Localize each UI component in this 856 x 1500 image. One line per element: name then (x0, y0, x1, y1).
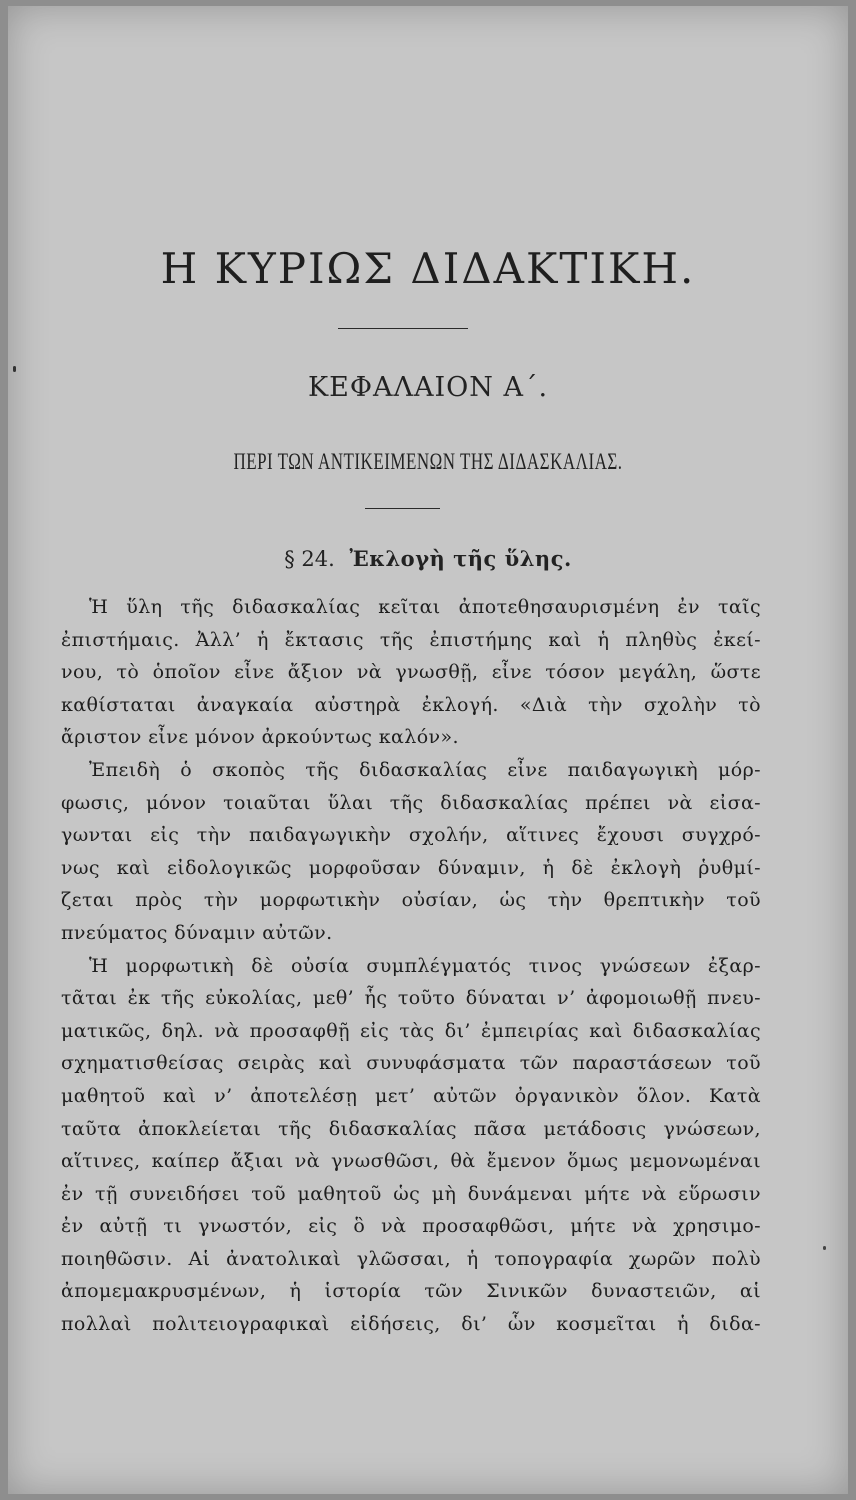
section-number: § 24. (284, 547, 335, 571)
text-line: ποιηθῶσιν. Αἱ ἀνατολικαὶ γλῶσσαι, ἡ τοπογραφία χωρῶν πολὺ (61, 1247, 761, 1270)
section-heading (8, 546, 848, 571)
chapter-subtitle: ΠΕΡΙ ΤΩΝ ΑΝΤΙΚΕΙΜΕΝΩΝ ΤΗΣ ΔΙΔΑΣΚΑΛΙΑΣ. (233, 448, 623, 475)
text-line: ἐπιστήμαις. Ἀλλ’ ἡ ἔκτασις τῆς ἐπιστήμης καὶ ἡ πληθὺς ἐκεί- (61, 628, 761, 651)
text-line: ἄριστον εἶνε μόνον ἀρκούντως καλόν». (61, 726, 459, 749)
text-line: τᾶται ἐκ τῆς εὐκολίας, μεθ’ ἧς τοῦτο δύναται ν’ ἀφομοιωθῇ πνευ- (61, 987, 761, 1010)
page-title: Η ΚΥΡΙΩΣ ΔΙΔΑΚΤΙΚΗ. (160, 244, 696, 293)
text-line: Ἡ μορφωτικὴ δὲ οὐσία συμπλέγματός τινος γνώσεων ἐξαρ- (89, 954, 761, 977)
text-line: ἀπομεμακρυσμένων, ἡ ἱστορία τῶν Σινικῶν δυναστειῶν, αἱ (61, 1280, 761, 1303)
text-line: σχηματισθείσας σειρὰς καὶ συνυφάσματα τῶν παραστάσεων τοῦ (61, 1052, 761, 1075)
text-line: ζεται πρὸς τὴν μορφωτικὴν οὐσίαν, ὡς τὴν θρεπτικὴν τοῦ (61, 889, 761, 912)
text-line: ἐν αὐτῇ τι γνωστόν, εἰς ὃ νὰ προσαφθῶσι, μήτε νὰ χρησιμο- (61, 1215, 761, 1238)
book-page (8, 6, 848, 1494)
text-line: φωσις, μόνον τοιαῦται ὕλαι τῆς διδασκαλίας πρέπει νὰ εἰσα- (61, 791, 761, 814)
text-line: αἵτινες, καίπερ ἄξιαι νὰ γνωσθῶσι, θὰ ἔμενον ὅμως μεμονωμέναι (61, 1150, 761, 1173)
text-line: ἐν τῇ συνειδήσει τοῦ μαθητοῦ ὡς μὴ δυνάμεναι μήτε νὰ εὕρωσιν (61, 1182, 761, 1205)
text-line: νου, τὸ ὁποῖον εἶνε ἄξιον νὰ γνωσθῇ, εἶνε τόσον μεγάλη, ὥστε (61, 661, 761, 684)
text-line: ταῦτα ἀποκλείεται τῆς διδασκαλίας πᾶσα μετάδοσις γνώσεων, (61, 1117, 761, 1140)
body-text (61, 591, 761, 1341)
divider-rule (338, 328, 468, 329)
divider-rule (365, 508, 440, 509)
text-line: Ἐπειδὴ ὁ σκοπὸς τῆς διδασκαλίας εἶνε παιδαγωγικὴ μόρ- (89, 758, 761, 781)
section-name: Ἐκλογὴ τῆς ὕλης. (349, 546, 572, 571)
text-line: μαθητοῦ καὶ ν’ ἀποτελέσῃ μετ’ αὐτῶν ὀργανικὸν ὅλον. Κατὰ (61, 1084, 761, 1107)
ink-spot (823, 1246, 826, 1250)
chapter-heading: ΚΕΦΑΛΑΙΟΝ Α΄. (307, 372, 549, 403)
text-line: ματικῶς, δηλ. νὰ προσαφθῇ εἰς τὰς δι’ ἐμπειρίας καὶ διδασκαλίας (61, 1019, 761, 1042)
text-line: γωνται εἰς τὴν παιδαγωγικὴν σχολήν, αἵτινες ἔχουσι συγχρό- (61, 824, 761, 847)
text-line: πολλαὶ πολιτειογραφικαὶ εἰδήσεις, δι’ ὧν κοσμεῖται ἡ διδα- (61, 1313, 761, 1336)
text-line: νως καὶ εἰδολογικῶς μορφοῦσαν δύναμιν, ἡ δὲ ἐκλογὴ ῥυθμί- (61, 856, 761, 879)
text-line: Ἡ ὕλη τῆς διδασκαλίας κεῖται ἀποτεθησαυρισμένη ἐν ταῖς (89, 596, 761, 618)
text-line: καθίσταται ἀναγκαία αὐστηρὰ ἐκλογή. «Διὰ τὴν σχολὴν τὸ (61, 693, 761, 716)
text-line: πνεύματος δύναμιν αὐτῶν. (61, 921, 333, 944)
